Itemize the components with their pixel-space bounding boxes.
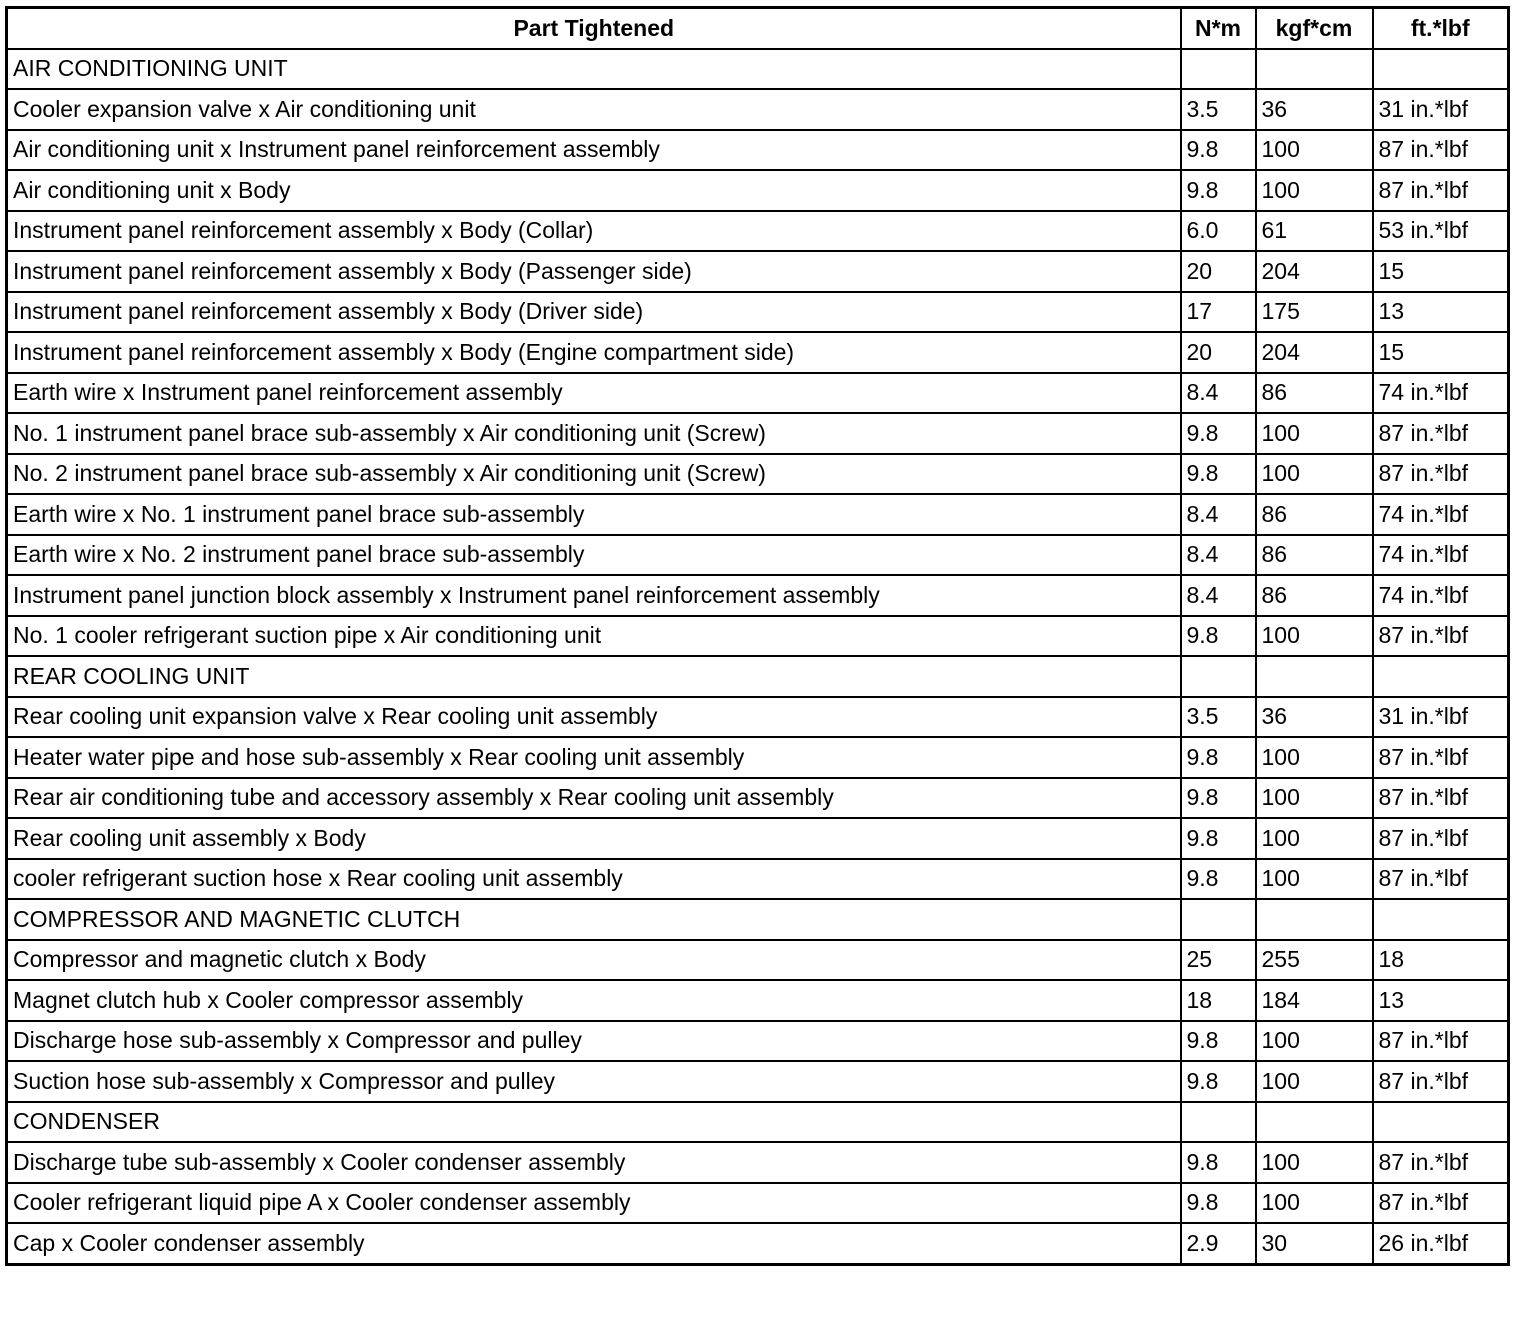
kgf-cm-cell: 184 [1256,980,1373,1021]
ft-lbf-cell: 87 in.*lbf [1373,130,1509,171]
ft-lbf-cell: 74 in.*lbf [1373,575,1509,616]
table-row [7,737,1509,778]
newton-meter-cell: 9.8 [1181,1061,1256,1102]
ft-lbf-cell: 87 in.*lbf [1373,170,1509,211]
table-row [7,818,1509,859]
ft-lbf-cell: 53 in.*lbf [1373,211,1509,252]
kgf-cm-cell: 175 [1256,292,1373,333]
table-row [7,332,1509,373]
kgf-cm-cell: 36 [1256,89,1373,130]
part-tightened-cell: Rear cooling unit assembly x Body [7,818,1181,859]
ft-lbf-cell: 74 in.*lbf [1373,535,1509,576]
newton-meter-cell: 3.5 [1181,697,1256,738]
newton-meter-cell: 9.8 [1181,1183,1256,1224]
part-tightened-cell: No. 1 instrument panel brace sub-assembly x Air conditioning unit (Screw) [7,413,1181,454]
table-row [7,1183,1509,1224]
table-row [7,1021,1509,1062]
kgf-cm-cell: 61 [1256,211,1373,252]
part-tightened-cell: Discharge tube sub-assembly x Cooler condenser assembly [7,1142,1181,1183]
kgf-cm-cell: 86 [1256,575,1373,616]
part-tightened-cell: Air conditioning unit x Body [7,170,1181,211]
newton-meter-cell: 9.8 [1181,1021,1256,1062]
newton-meter-cell: 17 [1181,292,1256,333]
kgf-cm-cell: 100 [1256,1061,1373,1102]
table-row [7,940,1509,981]
kgf-cm-cell: 100 [1256,170,1373,211]
part-tightened-cell: Cooler expansion valve x Air conditioning unit [7,89,1181,130]
kgf-cm-cell: 86 [1256,494,1373,535]
table-row [7,1061,1509,1102]
section-header-row [7,899,1509,940]
ft-lbf-cell: 87 in.*lbf [1373,737,1509,778]
part-tightened-cell: No. 1 cooler refrigerant suction pipe x Air conditioning unit [7,616,1181,657]
kgf-cm-cell: 100 [1256,778,1373,819]
ft-lbf-cell [1373,899,1509,940]
kgf-cm-cell: 100 [1256,1142,1373,1183]
newton-meter-cell [1181,1102,1256,1143]
part-tightened-cell: Earth wire x Instrument panel reinforcement assembly [7,373,1181,414]
table-row [7,1142,1509,1183]
ft-lbf-cell: 13 [1373,292,1509,333]
table-row [7,494,1509,535]
part-tightened-cell: Instrument panel reinforcement assembly x Body (Collar) [7,211,1181,252]
ft-lbf-cell: 18 [1373,940,1509,981]
newton-meter-cell: 9.8 [1181,778,1256,819]
kgf-cm-cell [1256,899,1373,940]
kgf-cm-cell: 100 [1256,818,1373,859]
header-kgf-cm: kgf*cm [1256,8,1373,49]
newton-meter-cell: 8.4 [1181,373,1256,414]
kgf-cm-cell: 86 [1256,535,1373,576]
part-tightened-cell: Discharge hose sub-assembly x Compressor and pulley [7,1021,1181,1062]
ft-lbf-cell: 87 in.*lbf [1373,1061,1509,1102]
newton-meter-cell: 9.8 [1181,818,1256,859]
ft-lbf-cell: 15 [1373,251,1509,292]
newton-meter-cell: 20 [1181,251,1256,292]
part-tightened-cell: Magnet clutch hub x Cooler compressor assembly [7,980,1181,1021]
newton-meter-cell [1181,656,1256,697]
part-tightened-cell: COMPRESSOR AND MAGNETIC CLUTCH [7,899,1181,940]
ft-lbf-cell: 31 in.*lbf [1373,697,1509,738]
ft-lbf-cell: 87 in.*lbf [1373,454,1509,495]
table-row [7,413,1509,454]
section-header-row [7,49,1509,90]
ft-lbf-cell: 74 in.*lbf [1373,494,1509,535]
torque-spec-table-wrapper [5,6,1507,1266]
table-row [7,211,1509,252]
ft-lbf-cell: 87 in.*lbf [1373,859,1509,900]
ft-lbf-cell [1373,1102,1509,1143]
kgf-cm-cell: 100 [1256,737,1373,778]
section-header-row [7,1102,1509,1143]
newton-meter-cell: 25 [1181,940,1256,981]
part-tightened-cell: Instrument panel reinforcement assembly x Body (Passenger side) [7,251,1181,292]
header-row [7,8,1509,49]
ft-lbf-cell: 87 in.*lbf [1373,1183,1509,1224]
table-row [7,1223,1509,1264]
part-tightened-cell: REAR COOLING UNIT [7,656,1181,697]
ft-lbf-cell: 87 in.*lbf [1373,1142,1509,1183]
part-tightened-cell: Instrument panel reinforcement assembly x Body (Driver side) [7,292,1181,333]
newton-meter-cell: 2.9 [1181,1223,1256,1264]
kgf-cm-cell: 100 [1256,413,1373,454]
table-row [7,251,1509,292]
newton-meter-cell: 9.8 [1181,170,1256,211]
kgf-cm-cell: 100 [1256,130,1373,171]
kgf-cm-cell: 30 [1256,1223,1373,1264]
kgf-cm-cell: 100 [1256,1183,1373,1224]
part-tightened-cell: Instrument panel reinforcement assembly x Body (Engine compartment side) [7,332,1181,373]
header-newton-meter: N*m [1181,8,1256,49]
table-row [7,535,1509,576]
part-tightened-cell: CONDENSER [7,1102,1181,1143]
part-tightened-cell: Cap x Cooler condenser assembly [7,1223,1181,1264]
part-tightened-cell: No. 2 instrument panel brace sub-assembly x Air conditioning unit (Screw) [7,454,1181,495]
part-tightened-cell: Rear cooling unit expansion valve x Rear cooling unit assembly [7,697,1181,738]
kgf-cm-cell: 204 [1256,251,1373,292]
table-row [7,170,1509,211]
newton-meter-cell: 9.8 [1181,1142,1256,1183]
kgf-cm-cell: 255 [1256,940,1373,981]
table-row [7,292,1509,333]
part-tightened-cell: Rear air conditioning tube and accessory assembly x Rear cooling unit assembly [7,778,1181,819]
kgf-cm-cell: 204 [1256,332,1373,373]
ft-lbf-cell: 87 in.*lbf [1373,413,1509,454]
part-tightened-cell: AIR CONDITIONING UNIT [7,49,1181,90]
newton-meter-cell: 9.8 [1181,130,1256,171]
table-row [7,980,1509,1021]
ft-lbf-cell [1373,49,1509,90]
torque-spec-table [5,6,1510,1266]
newton-meter-cell: 8.4 [1181,494,1256,535]
part-tightened-cell: Heater water pipe and hose sub-assembly x Rear cooling unit assembly [7,737,1181,778]
table-body [7,49,1509,1265]
table-row [7,373,1509,414]
table-row [7,616,1509,657]
newton-meter-cell: 6.0 [1181,211,1256,252]
part-tightened-cell: Air conditioning unit x Instrument panel reinforcement assembly [7,130,1181,171]
newton-meter-cell: 8.4 [1181,575,1256,616]
newton-meter-cell: 8.4 [1181,535,1256,576]
kgf-cm-cell [1256,1102,1373,1143]
newton-meter-cell: 3.5 [1181,89,1256,130]
newton-meter-cell [1181,49,1256,90]
header-ft-lbf: ft.*lbf [1373,8,1509,49]
ft-lbf-cell: 74 in.*lbf [1373,373,1509,414]
part-tightened-cell: Compressor and magnetic clutch x Body [7,940,1181,981]
newton-meter-cell: 18 [1181,980,1256,1021]
ft-lbf-cell: 31 in.*lbf [1373,89,1509,130]
part-tightened-cell: Cooler refrigerant liquid pipe A x Cooler condenser assembly [7,1183,1181,1224]
table-row [7,697,1509,738]
ft-lbf-cell: 87 in.*lbf [1373,616,1509,657]
newton-meter-cell: 9.8 [1181,616,1256,657]
table-row [7,778,1509,819]
newton-meter-cell: 20 [1181,332,1256,373]
kgf-cm-cell: 100 [1256,454,1373,495]
table-header [7,8,1509,49]
ft-lbf-cell: 13 [1373,980,1509,1021]
kgf-cm-cell: 100 [1256,1021,1373,1062]
part-tightened-cell: Instrument panel junction block assembly x Instrument panel reinforcement assembly [7,575,1181,616]
part-tightened-cell: Earth wire x No. 1 instrument panel brace sub-assembly [7,494,1181,535]
part-tightened-cell: Suction hose sub-assembly x Compressor and pulley [7,1061,1181,1102]
kgf-cm-cell [1256,49,1373,90]
part-tightened-cell: cooler refrigerant suction hose x Rear cooling unit assembly [7,859,1181,900]
newton-meter-cell: 9.8 [1181,859,1256,900]
newton-meter-cell: 9.8 [1181,737,1256,778]
part-tightened-cell: Earth wire x No. 2 instrument panel brace sub-assembly [7,535,1181,576]
ft-lbf-cell: 87 in.*lbf [1373,1021,1509,1062]
kgf-cm-cell: 100 [1256,616,1373,657]
table-row [7,89,1509,130]
section-header-row [7,656,1509,697]
ft-lbf-cell [1373,656,1509,697]
kgf-cm-cell: 86 [1256,373,1373,414]
newton-meter-cell: 9.8 [1181,454,1256,495]
ft-lbf-cell: 26 in.*lbf [1373,1223,1509,1264]
table-row [7,130,1509,171]
kgf-cm-cell: 36 [1256,697,1373,738]
header-part-tightened: Part Tightened [7,8,1181,49]
table-row [7,859,1509,900]
newton-meter-cell: 9.8 [1181,413,1256,454]
kgf-cm-cell [1256,656,1373,697]
newton-meter-cell [1181,899,1256,940]
ft-lbf-cell: 15 [1373,332,1509,373]
table-row [7,454,1509,495]
ft-lbf-cell: 87 in.*lbf [1373,818,1509,859]
kgf-cm-cell: 100 [1256,859,1373,900]
ft-lbf-cell: 87 in.*lbf [1373,778,1509,819]
table-row [7,575,1509,616]
